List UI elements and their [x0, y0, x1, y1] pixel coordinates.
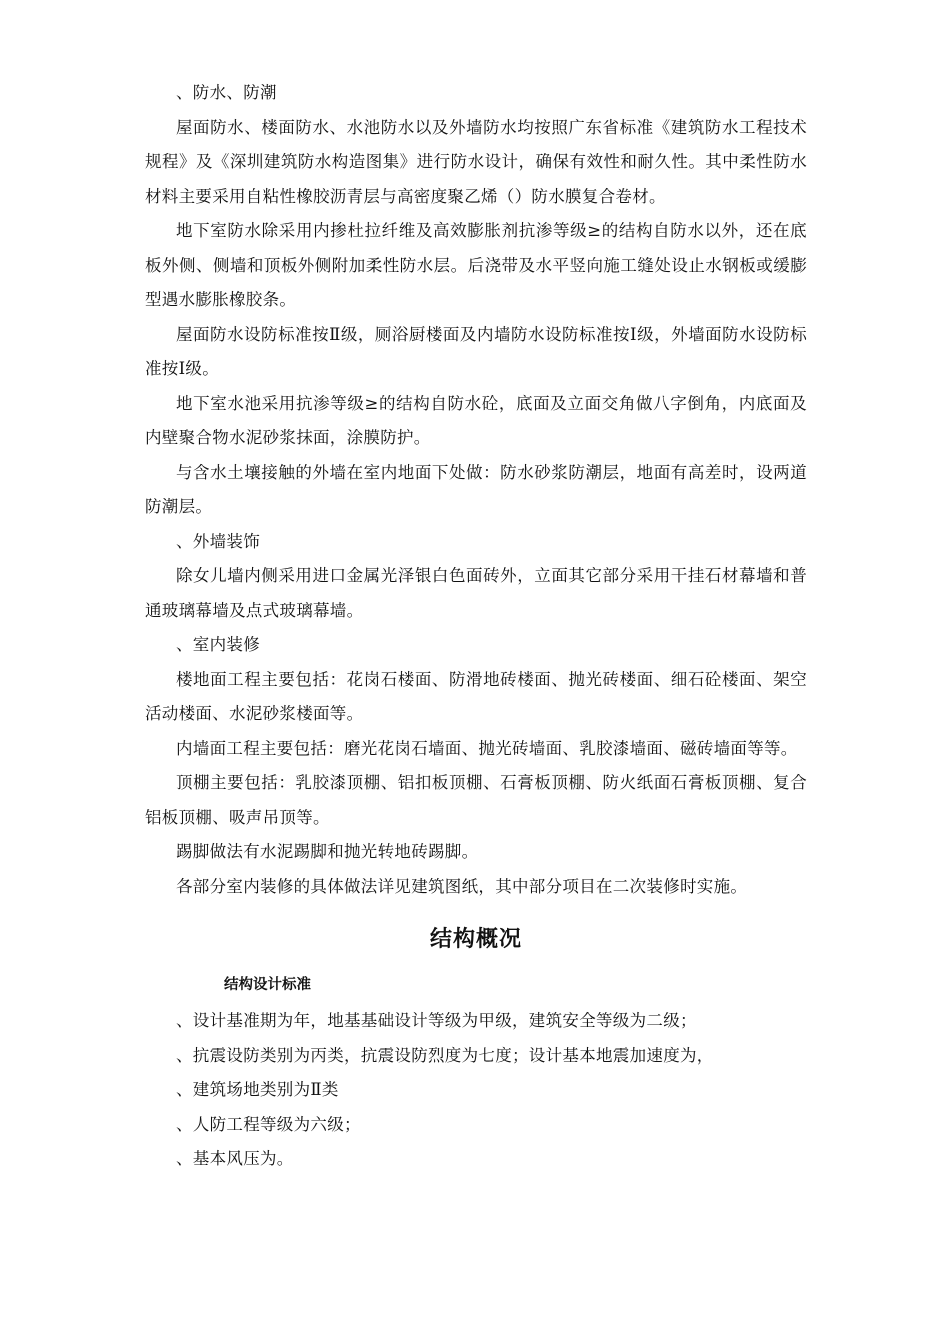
paragraph: 顶棚主要包括：乳胶漆顶棚、铝扣板顶棚、石膏板顶棚、防火纸面石膏板顶棚、复合铝板顶棚、吸声吊顶等。 — [145, 773, 807, 827]
paragraph: 与含水土壤接触的外墙在室内地面下处做：防水砂浆防潮层，地面有高差时，设两道防潮层。 — [145, 462, 807, 516]
paragraph: 地下室防水除采用内掺杜拉纤维及高效膨胀剂抗渗等级≥的结构自防水以外，还在底板外侧、侧墙和顶板外侧附加柔性防水层。后浇带及水平竖向施工缝处设止水钢板或缓膨型遇水膨胀橡胶条。 — [145, 221, 807, 309]
section-heading-waterproof: 、防水、防潮 — [176, 83, 277, 102]
paragraph: 屋面防水、楼面防水、水池防水以及外墙防水均按照广东省标准《建筑防水工程技术规程》及《深圳建筑防水构造图集》进行防水设计，确保有效性和耐久性。其中柔性防水材料主要采用自粘性橡胶沥青层与高密度聚乙烯（）防水膜复合卷材。 — [145, 117, 807, 206]
paragraph: 各部分室内装修的具体做法详见建筑图纸，其中部分项目在二次装修时实施。 — [176, 876, 748, 896]
list-item: 、设计基准期为年，地基基础设计等级为甲级，建筑安全等级为二级； — [176, 1011, 697, 1030]
paragraph: 地下室水池采用抗渗等级≥的结构自防水砼，底面及立面交角做八字倒角，内底面及内壁聚合物水泥砂浆抹面，涂膜防护。 — [145, 393, 807, 447]
list-item: 、人防工程等级为六级； — [176, 1114, 361, 1134]
list-item: 、建筑场地类别为Ⅱ类 — [176, 1080, 339, 1099]
subsection-heading: 结构设计标准 — [224, 977, 311, 993]
paragraph: 楼地面工程主要包括：花岗石楼面、防滑地砖楼面、抛光砖楼面、细石砼楼面、架空活动楼面、水泥砂浆楼面等。 — [145, 669, 807, 723]
paragraph: 内墙面工程主要包括：磨光花岗石墙面、抛光砖墙面、乳胶漆墙面、磁砖墙面等等。 — [176, 738, 798, 758]
section-heading-interior: 、室内装修 — [176, 635, 260, 654]
paragraph: 踢脚做法有水泥踢脚和抛光转地砖踢脚。 — [176, 842, 479, 861]
list-item: 、基本风压为。 — [176, 1149, 294, 1168]
section-heading-exterior: 、外墙装饰 — [176, 531, 260, 551]
document-page — [145, 76, 807, 1177]
list-item: 、抗震设防类别为丙类，抗震设防烈度为七度；设计基本地震加速度为， — [176, 1045, 714, 1065]
paragraph: 除女儿墙内侧采用进口金属光泽银白色面砖外，立面其它部分采用干挂石材幕墙和普通玻璃幕墙及点式玻璃幕墙。 — [145, 566, 807, 620]
paragraph: 屋面防水设防标准按Ⅱ级，厕浴厨楼面及内墙防水设防标准按Ⅰ级，外墙面防水设防标准按Ⅰ级。 — [145, 324, 807, 378]
chapter-title: 结构概况 — [429, 927, 522, 952]
